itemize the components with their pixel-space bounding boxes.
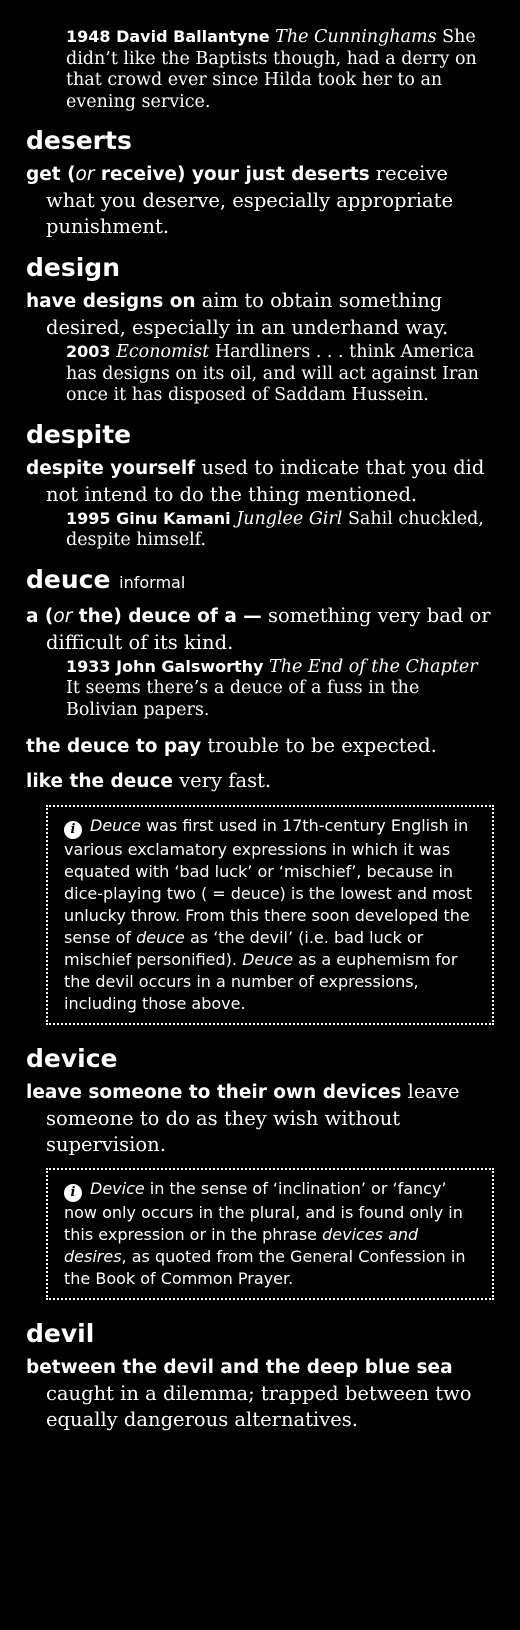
intro-quote xyxy=(66,26,494,113)
phrase: leave someone to their own devices xyxy=(26,1082,402,1103)
definition: leave someone to do as they wish without supervision. xyxy=(46,1080,460,1156)
definition: caught in a dilemma; trapped between two equally dangerous alternatives. xyxy=(46,1382,472,1431)
phrase: a (or the) deuce of a — xyxy=(26,605,262,627)
sense xyxy=(26,455,494,508)
definition: aim to obtain something desired, especially in an underhand way. xyxy=(46,289,449,339)
entry-device xyxy=(26,1043,494,1300)
quote xyxy=(66,656,494,722)
sense xyxy=(26,603,494,656)
headword: devil xyxy=(26,1319,95,1348)
quote-title: The Cunninghams xyxy=(275,27,437,47)
quote xyxy=(66,341,494,407)
quote-text: It seems there’s a deuce of a fuss in the Bolivian papers. xyxy=(66,678,420,720)
entry-deuce xyxy=(26,564,494,1026)
headword: design xyxy=(26,253,120,282)
quote-source: 2003 xyxy=(66,342,111,361)
usage-label: informal xyxy=(119,572,186,592)
headword: device xyxy=(26,1044,118,1073)
quote xyxy=(66,508,494,552)
quote-text: Hardliners . . . think America has designs on its oil, and will act against Iran once it has disposed of Saddam Hussein. xyxy=(66,342,479,405)
sense xyxy=(26,1354,494,1433)
usage-note: i Device in the sense of ‘inclination’ or ‘fancy’ now only occurs in the plural, and is found only in this expression or in the phrase devices and desires, as quoted from the General Confession in the Book of Common Prayer. xyxy=(46,1168,494,1300)
quote-source: 1948 David Ballantyne xyxy=(66,27,270,46)
entry-devil xyxy=(26,1318,494,1433)
headword: deserts xyxy=(26,126,132,155)
usage-note: i Deuce was first used in 17th-century English in various exclamatory expressions in which it was equated with ‘bad luck’ or ‘mischief’, because in dice-playing two ( = deuce) is the lowest and most unlucky throw. From this there soon developed the sense of deuce as ‘the devil’ (i.e. bad luck or mischief personified). Deuce as a euphemism for the devil occurs in a number of expressions, including those above. xyxy=(46,805,494,1025)
sense xyxy=(26,733,494,760)
quote-source: 1995 Ginu Kamani xyxy=(66,508,231,528)
headword: despite xyxy=(26,419,132,449)
definition: very fast. xyxy=(179,769,272,792)
entry-deserts xyxy=(26,125,494,240)
headword: deuce informal xyxy=(26,564,186,594)
quote-text: Sahil chuckled, despite himself. xyxy=(66,508,484,550)
phrase: the deuce to pay xyxy=(26,736,202,757)
definition: trouble to be expected. xyxy=(207,734,437,757)
sense xyxy=(26,161,494,240)
sense xyxy=(26,288,494,341)
phrase: get (or receive) your just deserts xyxy=(26,164,370,185)
sense xyxy=(26,768,494,795)
info-icon: i xyxy=(64,1184,82,1202)
info-icon: i xyxy=(64,821,82,839)
quote-title: Economist xyxy=(116,342,210,362)
quote-text: She didn’t like the Baptists though, had a derry on that crowd ever since Hilda took her to an evening service. xyxy=(66,27,477,112)
definition: something very bad or difficult of its kind. xyxy=(46,603,491,654)
quote-title: The End of the Chapter xyxy=(269,656,478,677)
sense xyxy=(26,1079,494,1158)
entry-despite xyxy=(26,419,494,552)
quote-title: Junglee Girl xyxy=(236,508,343,529)
phrase: between the devil and the deep blue sea xyxy=(26,1357,453,1378)
phrase: have designs on xyxy=(26,291,196,312)
phrase: like the deuce xyxy=(26,771,173,792)
phrase: despite yourself xyxy=(26,457,196,479)
quote-source: 1933 John Galsworthy xyxy=(66,656,264,676)
definition: used to indicate that you did not intend to do the thing mentioned. xyxy=(46,455,485,506)
definition: receive what you deserve, especially appropriate punishment. xyxy=(46,162,454,238)
entry-design xyxy=(26,252,494,407)
